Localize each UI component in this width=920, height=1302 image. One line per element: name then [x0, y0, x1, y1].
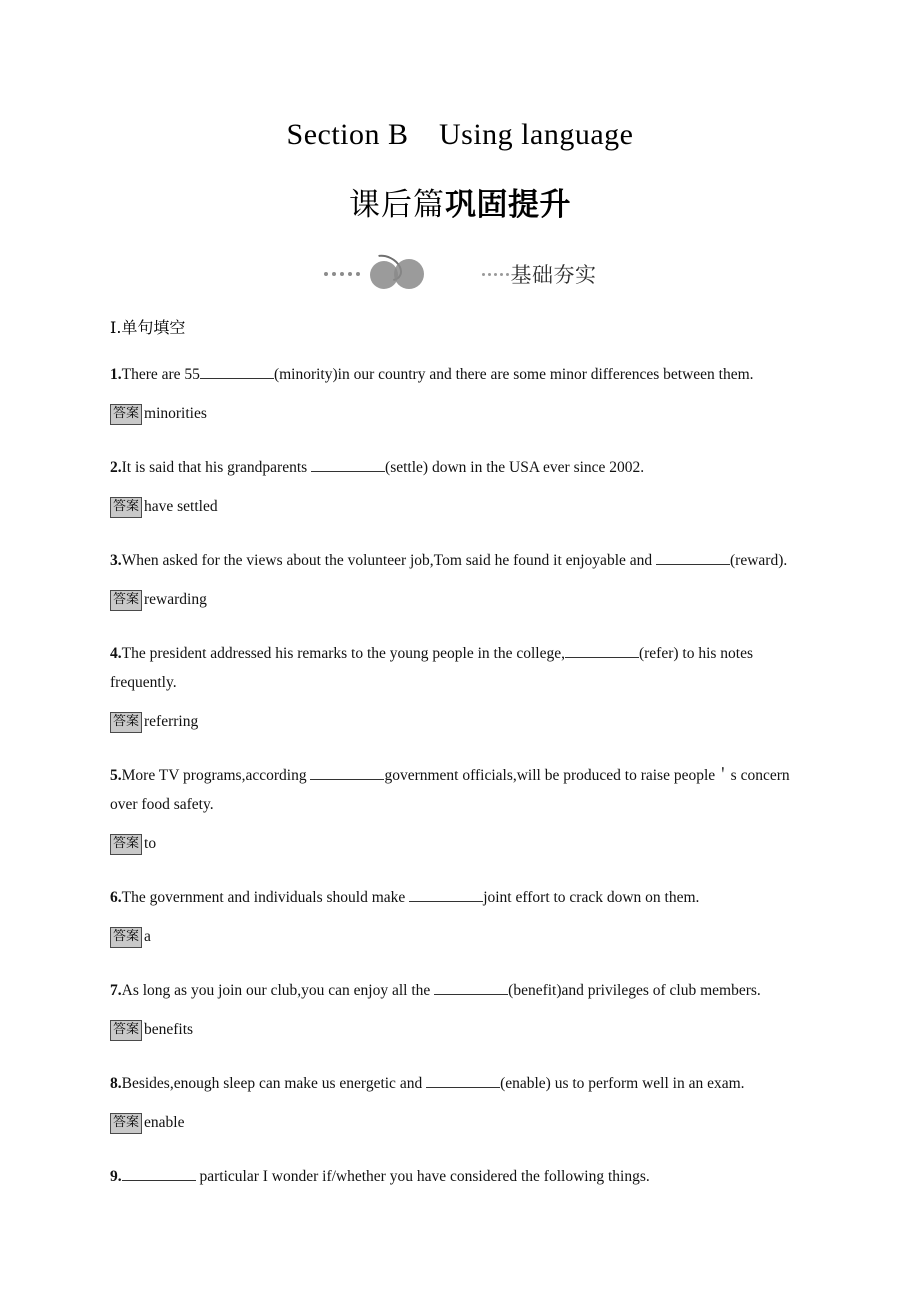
answer-tag: 答案 [110, 1020, 142, 1041]
question-text [110, 639, 810, 697]
question-number: 4. [110, 645, 122, 662]
question-post: joint effort to crack down on them. [483, 889, 700, 906]
answer-blank[interactable] [200, 364, 274, 379]
answer-row [110, 496, 810, 518]
body-content [110, 315, 810, 1205]
question-text [110, 761, 810, 819]
question-number: 8. [110, 1075, 122, 1092]
answer-row [110, 926, 810, 948]
answer-tag: 答案 [110, 927, 142, 948]
answer-blank[interactable] [434, 980, 508, 995]
answer-text: to [144, 835, 157, 852]
question-number: 7. [110, 982, 122, 999]
answer-row [110, 1112, 810, 1134]
question-pre: There are 55 [121, 366, 200, 383]
answer-blank[interactable] [565, 643, 639, 658]
answer-text: benefits [144, 1021, 194, 1038]
qa-block [110, 360, 810, 425]
answer-blank[interactable] [311, 457, 385, 472]
question-text [110, 883, 810, 912]
answer-blank[interactable] [122, 1166, 196, 1181]
qa-block [110, 1162, 810, 1191]
section-heading [110, 315, 810, 338]
question-text [110, 360, 810, 389]
section-heading-roman: Ⅰ [110, 320, 117, 337]
question-text [110, 1069, 810, 1098]
decorative-divider [0, 252, 920, 296]
divider-dots-right [482, 273, 509, 276]
question-post: (benefit)and privileges of club members. [508, 982, 761, 999]
question-number: 5. [110, 767, 122, 784]
answer-blank[interactable] [426, 1073, 500, 1088]
answer-text: a [144, 928, 151, 945]
divider-label: 基础夯实 [510, 263, 597, 287]
question-number: 9. [110, 1168, 122, 1185]
question-pre: More TV programs,according [121, 767, 311, 784]
answer-tag: 答案 [110, 404, 142, 425]
two-circles-emblem-icon [366, 259, 428, 289]
question-number: 1. [110, 366, 122, 383]
answer-row [110, 1019, 810, 1041]
question-pre: Besides,enough sleep can make us energetic and [121, 1075, 427, 1092]
answer-text: minorities [144, 405, 207, 422]
question-text [110, 453, 810, 482]
qa-block [110, 976, 810, 1041]
question-number: 6. [110, 889, 122, 906]
banner-heading [0, 185, 920, 225]
question-pre: As long as you join our club,you can enjoy all the [121, 982, 435, 999]
section-heading-text: .单句填空 [116, 318, 186, 337]
page-title: Section B Using language [286, 118, 634, 151]
qa-block [110, 761, 810, 855]
answer-row [110, 833, 810, 855]
question-text [110, 1162, 810, 1191]
answer-text: have settled [144, 498, 218, 515]
banner-heading-bold: 巩固提升 [445, 187, 571, 223]
answer-tag: 答案 [110, 590, 142, 611]
qa-block [110, 546, 810, 611]
question-post: (settle) down in the USA ever since 2002. [385, 459, 645, 476]
answer-tag: 答案 [110, 497, 142, 518]
question-number: 3. [110, 552, 122, 569]
qa-block [110, 883, 810, 948]
answer-row [110, 711, 810, 733]
question-number: 2. [110, 459, 122, 476]
question-pre: It is said that his grandparents [121, 459, 312, 476]
answer-blank[interactable] [409, 887, 483, 902]
question-pre: The government and individuals should make [121, 889, 410, 906]
question-post: government officials,will be produced to raise people＇s concern over food safety. [110, 767, 790, 813]
answer-row [110, 403, 810, 425]
answer-tag: 答案 [110, 834, 142, 855]
question-post: (enable) us to perform well in an exam. [500, 1075, 745, 1092]
answer-blank[interactable] [656, 550, 730, 565]
answer-tag: 答案 [110, 712, 142, 733]
qa-block [110, 639, 810, 733]
qa-block [110, 1069, 810, 1134]
question-post: (minority)in our country and there are some minor differences between them. [273, 366, 754, 383]
divider-dots-left [324, 272, 360, 276]
answer-blank[interactable] [310, 765, 384, 780]
question-text [110, 546, 810, 575]
question-pre: When asked for the views about the volunteer job,Tom said he found it enjoyable and [121, 552, 657, 569]
answer-text: rewarding [144, 591, 207, 608]
question-text [110, 976, 810, 1005]
answer-text: referring [144, 713, 199, 730]
question-post: (refer) to his notes frequently. [110, 645, 754, 691]
question-post: particular I wonder if/whether you have considered the following things. [195, 1168, 650, 1185]
answer-tag: 答案 [110, 1113, 142, 1134]
answer-text: enable [144, 1114, 185, 1131]
answer-row [110, 589, 810, 611]
question-post: (reward). [730, 552, 788, 569]
question-pre: The president addressed his remarks to the young people in the college, [121, 645, 565, 662]
qa-block [110, 453, 810, 518]
banner-heading-light: 课后篇 [349, 187, 445, 223]
